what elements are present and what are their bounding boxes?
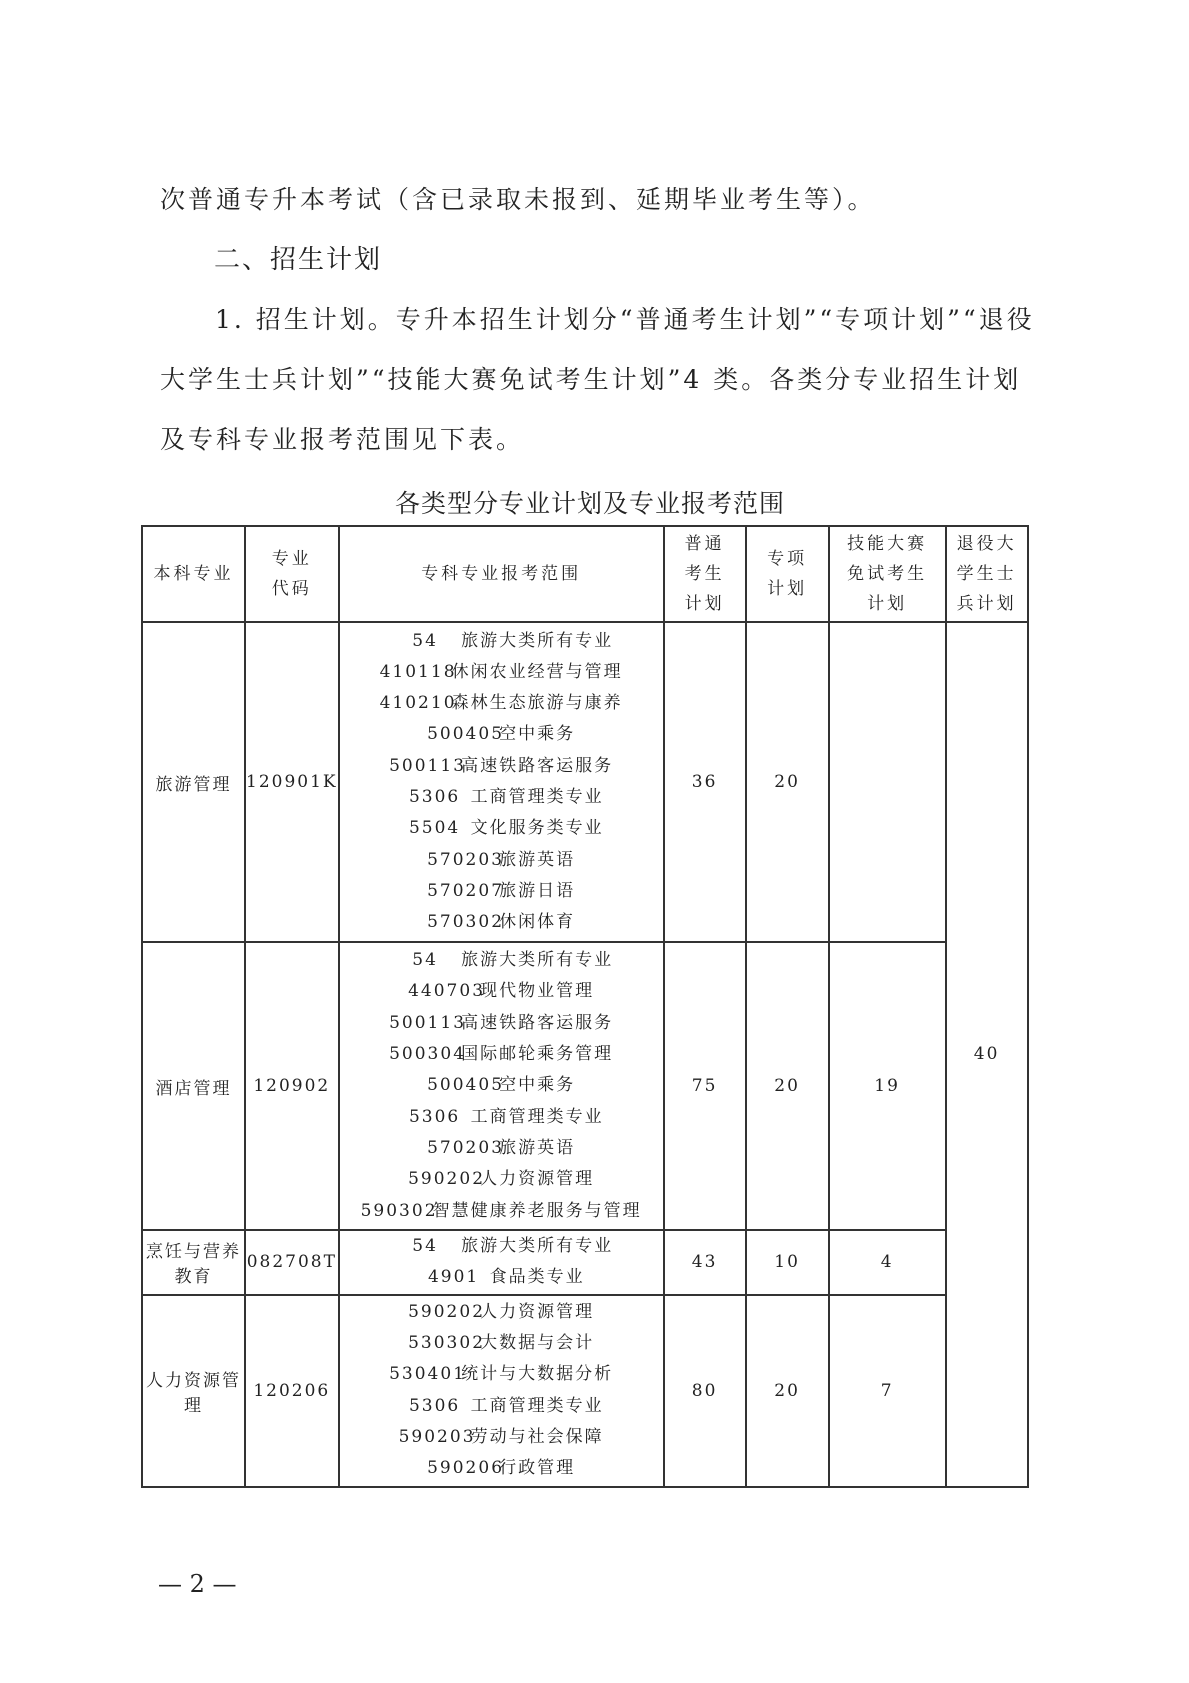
range-code: 54 bbox=[412, 1236, 438, 1256]
range-item bbox=[340, 657, 663, 688]
header-general bbox=[664, 526, 746, 622]
header-special-line: 计划 bbox=[767, 579, 808, 599]
range-code: 5504 bbox=[408, 818, 461, 839]
range-name: 休闲农业经营与管理 bbox=[451, 661, 623, 682]
header-code-line: 代码 bbox=[271, 579, 312, 599]
range-name: 高速铁路客运服务 bbox=[461, 1012, 614, 1033]
code-cell: 120902 bbox=[245, 942, 339, 1230]
range-item bbox=[340, 1453, 663, 1484]
range-cell bbox=[339, 1295, 664, 1487]
range-name: 食品类专业 bbox=[489, 1267, 585, 1288]
range-item bbox=[340, 1297, 663, 1328]
range-item bbox=[340, 1231, 663, 1262]
table-row bbox=[142, 1295, 1028, 1487]
range-code: 590206 bbox=[427, 1458, 505, 1479]
general-plan-cell: 75 bbox=[664, 942, 746, 1230]
range-name: 旅游日语 bbox=[499, 880, 576, 901]
range-item bbox=[340, 1391, 663, 1422]
code-cell: 082708T bbox=[245, 1230, 339, 1295]
major-cell: 旅游管理 bbox=[142, 622, 245, 942]
major-cell: 人力资源管理 bbox=[142, 1295, 245, 1487]
range-code: 570203 bbox=[427, 849, 505, 870]
range-name: 大数据与会计 bbox=[480, 1333, 595, 1353]
range-item bbox=[340, 1262, 663, 1293]
special-plan-cell: 10 bbox=[746, 1230, 829, 1295]
range-cell bbox=[339, 1230, 664, 1295]
general-plan-cell: 80 bbox=[664, 1295, 746, 1487]
range-item bbox=[340, 782, 663, 813]
range-code: 530302 bbox=[408, 1333, 486, 1353]
page-number: — 2 — bbox=[158, 1570, 237, 1598]
header-range: 专科专业报考范围 bbox=[339, 526, 664, 622]
header-code bbox=[245, 526, 339, 622]
table-row bbox=[142, 622, 1028, 942]
range-name: 旅游大类所有专业 bbox=[461, 950, 614, 971]
range-code: 570207 bbox=[427, 880, 505, 901]
header-veteran-line: 学生士 bbox=[956, 564, 1017, 584]
range-code: 5306 bbox=[408, 787, 461, 807]
range-code: 590202 bbox=[408, 1301, 486, 1322]
range-name: 工商管理类专业 bbox=[470, 787, 604, 807]
header-special-line: 专项 bbox=[767, 549, 808, 569]
header-veteran-line: 退役大 bbox=[956, 534, 1017, 554]
range-code: 54 bbox=[412, 630, 438, 651]
range-name: 国际邮轮乘务管理 bbox=[461, 1044, 614, 1065]
range-name: 文化服务类专业 bbox=[470, 818, 604, 839]
enrollment-plan-table bbox=[141, 525, 1029, 1488]
range-code: 500304 bbox=[389, 1044, 467, 1065]
range-name: 人力资源管理 bbox=[480, 1169, 595, 1190]
range-item bbox=[340, 845, 663, 876]
header-veteran bbox=[946, 526, 1028, 622]
range-item bbox=[340, 976, 663, 1007]
range-name: 旅游英语 bbox=[499, 1137, 576, 1158]
range-code: 440703 bbox=[408, 981, 486, 1002]
range-name: 劳动与社会保障 bbox=[470, 1426, 604, 1447]
code-cell: 120206 bbox=[245, 1295, 339, 1487]
range-name: 人力资源管理 bbox=[480, 1301, 595, 1322]
plan-paragraph: 1. 招生计划。专升本招生计划分“普通考生计划”“专项计划”“退役大学生士兵计划”“技能大赛免试考生计划”4 类。各类分专业招生计划及专科专业报考范围见下表。 bbox=[160, 305, 1035, 454]
range-code: 500405 bbox=[427, 724, 505, 745]
header-special bbox=[746, 526, 829, 622]
skills-plan-cell bbox=[829, 622, 946, 942]
range-item bbox=[340, 1133, 663, 1164]
range-code: 500113 bbox=[389, 755, 467, 776]
section-heading: 二、招生计划 bbox=[214, 245, 383, 275]
range-item bbox=[340, 1039, 663, 1070]
table-title: 各类型分专业计划及专业报考范围 bbox=[394, 489, 785, 518]
range-name: 旅游英语 bbox=[499, 849, 576, 870]
range-item bbox=[340, 1359, 663, 1390]
table-header-row bbox=[142, 526, 1028, 622]
range-code: 410118 bbox=[379, 661, 457, 682]
range-code: 5306 bbox=[408, 1106, 461, 1127]
range-code: 54 bbox=[412, 950, 438, 971]
range-code: 590202 bbox=[408, 1169, 486, 1190]
range-name: 森林生态旅游与康养 bbox=[451, 693, 623, 714]
special-plan-cell: 20 bbox=[746, 942, 829, 1230]
general-plan-cell: 43 bbox=[664, 1230, 746, 1295]
range-item bbox=[340, 876, 663, 907]
range-code: 4901 bbox=[427, 1267, 480, 1288]
header-code-line: 专业 bbox=[271, 549, 312, 569]
range-cell bbox=[339, 942, 664, 1230]
range-name: 工商管理类专业 bbox=[470, 1395, 604, 1416]
range-name: 空中乘务 bbox=[499, 1075, 576, 1096]
range-code: 410210 bbox=[379, 693, 457, 714]
range-item bbox=[340, 751, 663, 782]
special-plan-cell: 20 bbox=[746, 622, 829, 942]
range-name: 现代物业管理 bbox=[480, 981, 595, 1002]
continuation-paragraph: 次普通专升本考试（含已录取未报到、延期毕业考生等）。 bbox=[160, 185, 876, 214]
range-name: 旅游大类所有专业 bbox=[461, 630, 614, 651]
header-skills-line: 计划 bbox=[867, 594, 908, 614]
range-name: 高速铁路客运服务 bbox=[461, 755, 614, 776]
range-item bbox=[340, 813, 663, 844]
range-item bbox=[340, 1102, 663, 1133]
skills-plan-cell: 19 bbox=[829, 942, 946, 1230]
range-code: 590302 bbox=[360, 1200, 438, 1221]
range-name: 统计与大数据分析 bbox=[461, 1364, 614, 1385]
header-skills-line: 免试考生 bbox=[847, 564, 928, 584]
major-cell: 酒店管理 bbox=[142, 942, 245, 1230]
header-skills-line: 技能大赛 bbox=[847, 534, 928, 554]
major-cell: 烹饪与营养教育 bbox=[142, 1230, 245, 1295]
range-item bbox=[340, 1422, 663, 1453]
range-name: 工商管理类专业 bbox=[470, 1106, 604, 1127]
range-item bbox=[340, 1070, 663, 1101]
table-row bbox=[142, 942, 1028, 1230]
range-code: 570203 bbox=[427, 1137, 505, 1158]
range-item bbox=[340, 626, 663, 657]
range-code: 590203 bbox=[398, 1426, 476, 1447]
veteran-plan-cell: 40 bbox=[946, 622, 1028, 1487]
header-major: 本科专业 bbox=[142, 526, 245, 622]
range-item bbox=[340, 1196, 663, 1227]
table-row bbox=[142, 1230, 1028, 1295]
code-cell: 120901K bbox=[245, 622, 339, 942]
range-item bbox=[340, 1328, 663, 1359]
range-item bbox=[340, 907, 663, 938]
range-name: 休闲体育 bbox=[499, 912, 576, 933]
range-code: 5306 bbox=[408, 1395, 461, 1416]
special-plan-cell: 20 bbox=[746, 1295, 829, 1487]
range-name: 空中乘务 bbox=[499, 724, 576, 745]
skills-plan-cell: 4 bbox=[829, 1230, 946, 1295]
range-cell bbox=[339, 622, 664, 942]
range-item bbox=[340, 719, 663, 750]
header-general-line: 计划 bbox=[684, 594, 725, 614]
range-code: 570302 bbox=[427, 912, 505, 933]
general-plan-cell: 36 bbox=[664, 622, 746, 942]
range-item bbox=[340, 1008, 663, 1039]
range-code: 500405 bbox=[427, 1075, 505, 1096]
header-skills bbox=[829, 526, 946, 622]
header-general-line: 考生 bbox=[684, 564, 725, 584]
header-general-line: 普通 bbox=[684, 534, 725, 554]
range-item bbox=[340, 688, 663, 719]
range-item bbox=[340, 1164, 663, 1195]
range-item bbox=[340, 945, 663, 976]
range-code: 530401 bbox=[389, 1364, 467, 1385]
range-code: 500113 bbox=[389, 1012, 467, 1033]
range-name: 智慧健康养老服务与管理 bbox=[432, 1200, 642, 1221]
range-name: 行政管理 bbox=[499, 1458, 576, 1479]
skills-plan-cell: 7 bbox=[829, 1295, 946, 1487]
header-veteran-line: 兵计划 bbox=[956, 594, 1017, 614]
range-name: 旅游大类所有专业 bbox=[461, 1236, 614, 1256]
